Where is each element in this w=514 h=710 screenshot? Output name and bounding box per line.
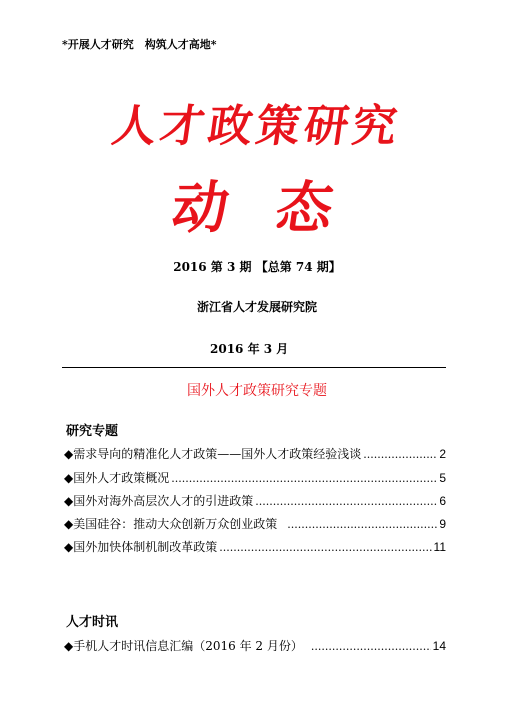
toc-entry-page: 14	[432, 639, 446, 653]
publisher-institute: 浙江省人才发展研究院	[196, 300, 317, 314]
diamond-bullet-icon: ◆	[64, 447, 74, 461]
section-heading-research: 研究专题	[66, 424, 119, 439]
header-divider	[62, 367, 446, 368]
issue-number: 2016 第 3 期 【总第 74 期】	[173, 260, 341, 274]
publication-title: 人才政策研究	[108, 101, 404, 152]
toc-entry-page: 2	[439, 447, 446, 461]
toc-entry-title: 国外人才政策概况	[73, 471, 170, 485]
header-slogan: *开展人才研究 构筑人才高地*	[62, 38, 217, 51]
toc-entry-page: 6	[439, 494, 446, 508]
toc-leader-dots	[311, 639, 431, 655]
section-heading-news: 人才时讯	[66, 615, 119, 630]
diamond-bullet-icon: ◆	[64, 494, 74, 508]
toc-entry-title: 美国硅谷：推动大众创新万众创业政策	[73, 517, 278, 531]
diamond-bullet-icon: ◆	[64, 639, 74, 653]
toc-entry-title: 国外对海外高层次人才的引进政策	[73, 494, 254, 508]
toc-entry[interactable]	[64, 539, 446, 556]
diamond-bullet-icon: ◆	[64, 471, 74, 485]
publication-date: 2016 年 3 月	[210, 342, 289, 356]
toc-leader-dots	[363, 447, 437, 463]
publication-subtitle: 动态	[167, 175, 386, 241]
toc-entry-page: 5	[439, 471, 446, 485]
toc-leader-dots	[219, 540, 431, 556]
toc-entry[interactable]	[64, 470, 446, 487]
toc-entry[interactable]	[64, 516, 446, 533]
toc-entry-page: 9	[439, 517, 446, 531]
toc-entry[interactable]	[64, 446, 446, 463]
toc-entry-title: 国外加快体制机制改革政策	[73, 540, 218, 554]
diamond-bullet-icon: ◆	[64, 540, 74, 554]
toc-entry-page: 11	[433, 540, 446, 554]
toc-leader-dots	[287, 517, 437, 533]
toc-entry-title: 需求导向的精准化人才政策——国外人才政策经验浅谈	[73, 447, 362, 461]
special-topic-title: 国外人才政策研究专题	[187, 383, 327, 399]
diamond-bullet-icon: ◆	[64, 517, 74, 531]
toc-entry[interactable]	[64, 493, 446, 510]
toc-entry-title: 手机人才时讯信息汇编（2016 年 2 月份）	[73, 639, 303, 653]
toc-leader-dots	[255, 494, 437, 510]
toc-entry[interactable]	[64, 638, 446, 655]
toc-leader-dots	[171, 471, 437, 487]
